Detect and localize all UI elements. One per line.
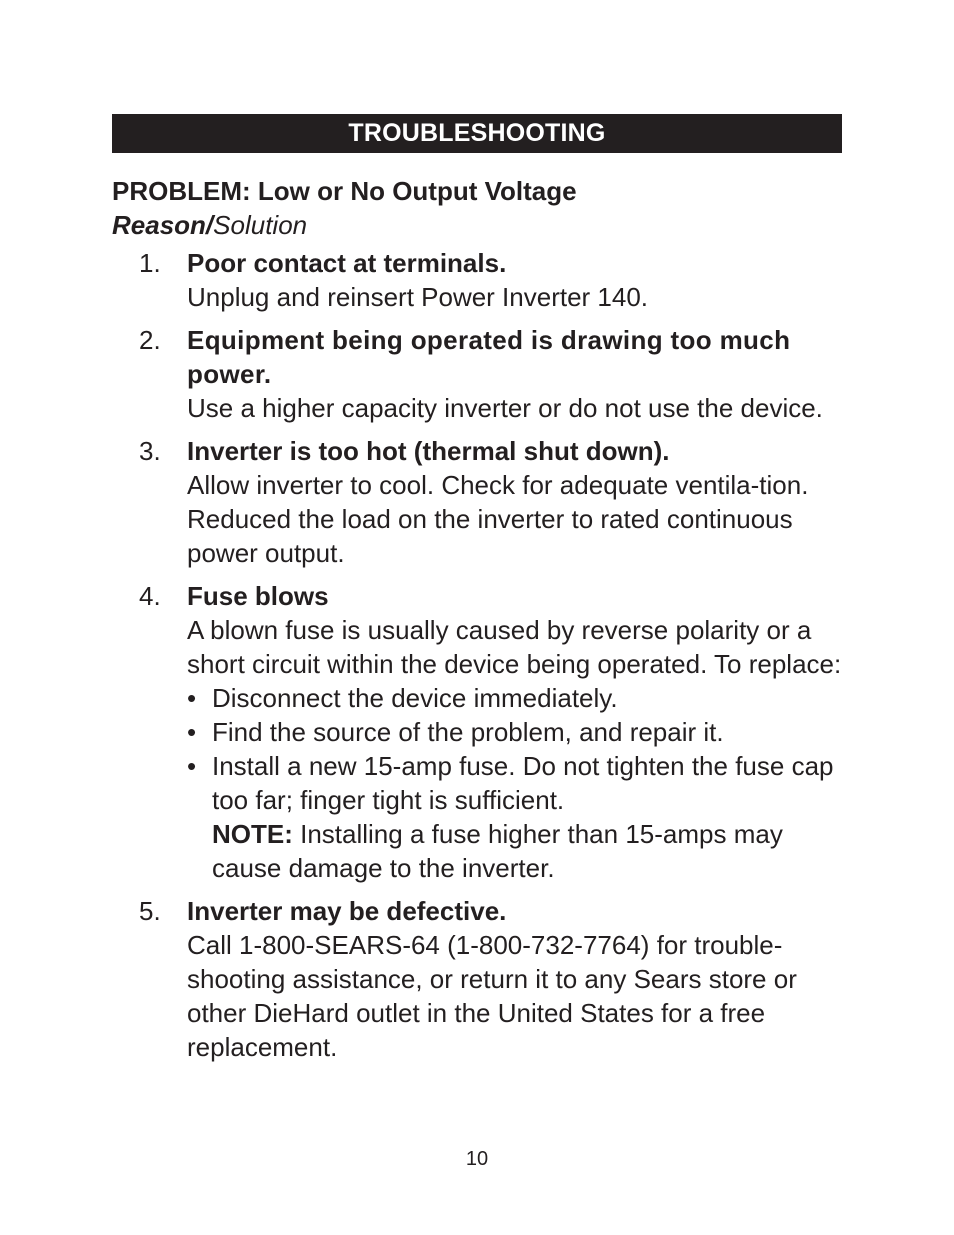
note-label: NOTE: xyxy=(212,819,293,849)
step-number: 5. xyxy=(139,896,161,926)
page-number: 10 xyxy=(465,1148,489,1170)
bullet-text: Install a new 15-amp fuse. Do not tighten the fuse cap too far; finger tight is sufficient. xyxy=(212,751,834,815)
step-text: Unplug and reinsert Power Inverter 140. xyxy=(187,282,649,312)
section-header xyxy=(112,114,842,153)
step-item xyxy=(112,246,847,314)
step-text: Allow inverter to cool. Check for adequate ventila-tion. Reduced the load on the inverter to rated continuous power output. xyxy=(187,470,809,568)
troubleshooting-content xyxy=(112,174,847,1073)
step-title: Inverter is too hot (thermal shut down). xyxy=(187,436,670,466)
bullet-icon: • xyxy=(187,683,197,713)
steps-list xyxy=(112,246,847,1064)
reason-label: Reason/ xyxy=(112,210,214,240)
bullet-icon: • xyxy=(187,751,197,781)
bullet-text: Find the source of the problem, and repair it. xyxy=(212,717,724,747)
step-title: Poor contact at terminals. xyxy=(187,248,507,278)
bullet-item xyxy=(187,681,847,715)
step-item xyxy=(112,579,847,885)
step-title: Fuse blows xyxy=(187,581,329,611)
section-title: TROUBLESHOOTING xyxy=(348,119,606,147)
step-text: Call 1-800-SEARS-64 (1-800-732-7764) for trouble-shooting assistance, or return it to any Sears store or other DieHard outlet in the United States for a free replacement. xyxy=(187,930,797,1062)
step-number: 3. xyxy=(139,436,161,466)
step-number: 2. xyxy=(139,325,161,355)
step-item xyxy=(112,434,847,570)
bullet-text: Disconnect the device immediately. xyxy=(212,683,618,713)
bullet-icon: • xyxy=(187,717,197,747)
step-text: Use a higher capacity inverter or do not use the device. xyxy=(187,393,823,423)
step-item xyxy=(112,894,847,1064)
reason-solution-line xyxy=(112,208,847,242)
step-text: A blown fuse is usually caused by reverse polarity or a short circuit within the device being operated. To replace: xyxy=(187,615,842,679)
bullet-item xyxy=(187,749,847,885)
problem-heading: PROBLEM: Low or No Output Voltage xyxy=(112,176,577,206)
note xyxy=(212,817,847,885)
replacement-steps-list xyxy=(187,681,847,885)
step-item xyxy=(112,323,847,425)
bullet-item xyxy=(187,715,847,749)
note-text: Installing a fuse higher than 15-amps may cause damage to the inverter. xyxy=(212,819,783,883)
step-number: 1. xyxy=(139,248,161,278)
step-title: Equipment being operated is drawing too much power. xyxy=(187,325,791,389)
solution-label: Solution xyxy=(213,210,308,240)
step-title: Inverter may be defective. xyxy=(187,896,507,926)
step-number: 4. xyxy=(139,581,161,611)
